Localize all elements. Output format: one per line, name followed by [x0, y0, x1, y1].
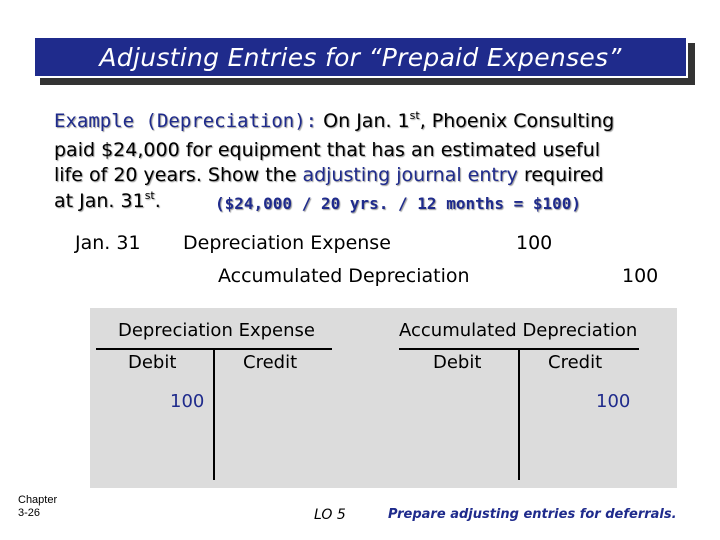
journal-date: Jan. 31: [75, 232, 141, 254]
t-account-2-title: Accumulated Depreciation: [399, 320, 638, 341]
slide-title: Adjusting Entries for “Prepaid Expenses”: [99, 42, 622, 72]
depreciation-calculation: ($24,000 / 20 yrs. / 12 months = $100): [215, 194, 582, 213]
example-label: Example (Depreciation):: [54, 110, 318, 132]
journal-debit-account: Depreciation Expense: [183, 232, 391, 254]
chapter-label: Chapter 3-26: [18, 494, 58, 519]
adjusting-journal-entry-highlight: adjusting journal entry: [302, 164, 518, 186]
example-line-1: Example (Depreciation): On Jan. 1st, Phoenix Consulting: [54, 109, 615, 132]
t-account-1-title: Depreciation Expense: [118, 320, 315, 341]
t-account-2-credit-value: 100: [596, 391, 631, 412]
t-account-1-debit-label: Debit: [128, 352, 177, 373]
t-account-2-credit-label: Credit: [548, 352, 603, 373]
learning-objective-text: Prepare adjusting entries for deferrals.: [388, 507, 677, 522]
journal-credit-account: Accumulated Depreciation: [218, 265, 470, 287]
journal-debit-amount: 100: [516, 232, 553, 254]
t-account-1-debit-value: 100: [170, 391, 205, 412]
learning-objective-number: LO 5: [314, 507, 346, 523]
t-account-2-divider: [518, 348, 520, 480]
t-account-1-credit-label: Credit: [243, 352, 298, 373]
example-line-4: at Jan. 31st.: [54, 189, 161, 212]
t-account-1-divider: [213, 348, 215, 480]
t-account-2-debit-label: Debit: [433, 352, 482, 373]
example-line-3: life of 20 years. Show the adjusting journal entry required: [54, 164, 604, 186]
title-banner: [33, 36, 688, 78]
journal-credit-amount: 100: [622, 265, 659, 287]
example-line-2: paid $24,000 for equipment that has an estimated useful: [54, 139, 601, 161]
